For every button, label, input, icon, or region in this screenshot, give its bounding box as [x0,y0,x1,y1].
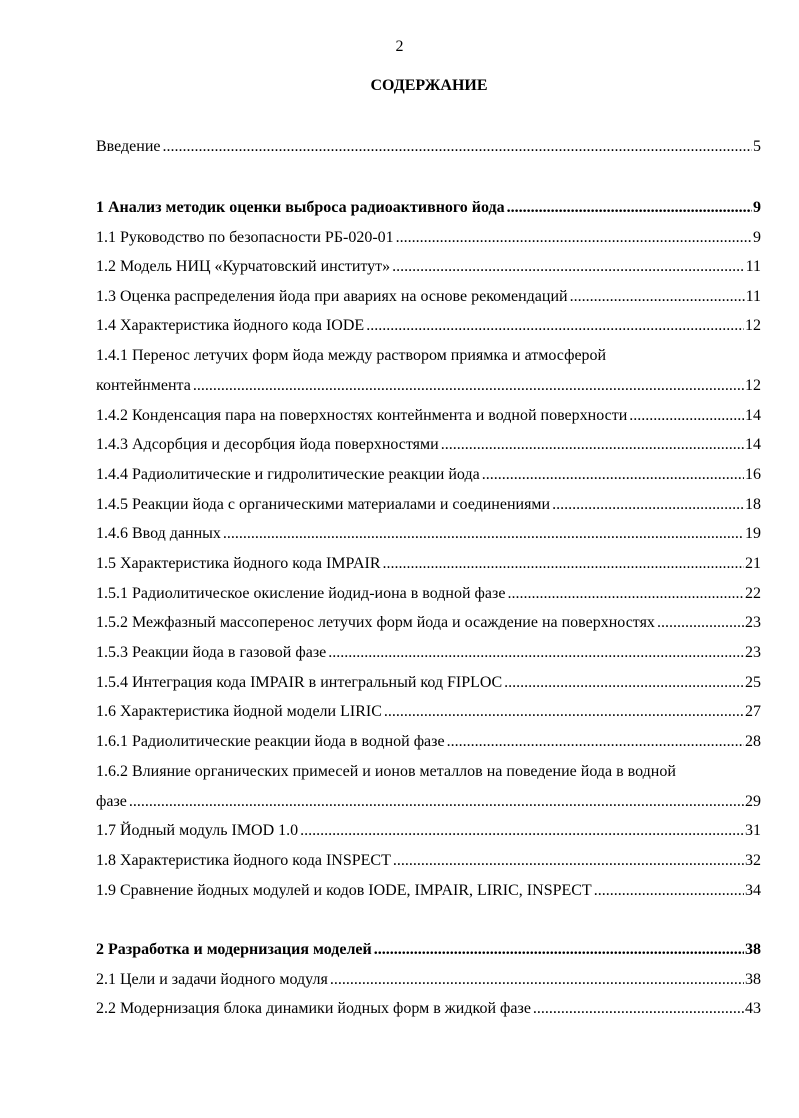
toc-entry-text: 1.4.6 Ввод данных [96,525,221,542]
toc-entry-text: 1.5.1 Радиолитическое окисление йодид-иона в водной фазе [96,585,506,602]
toc-entry-page: 5 [753,138,761,155]
toc-entry-page: 34 [745,882,761,899]
toc-entry-1-6[interactable] [96,702,761,722]
toc-entry-1-4-3[interactable] [96,435,761,455]
toc-entry-text: 1.3 Оценка распределения йода при авариях на основе рекомендаций [96,288,568,305]
toc-entry-text: 2 Разработка и модернизация моделей [96,941,372,958]
toc-entry-text: 1.5.2 Межфазный массоперенос летучих форм йода и осаждение на поверхностях [96,614,655,631]
toc-entry-1-3[interactable] [96,287,761,307]
toc-entry-text: 1 Анализ методик оценки выброса радиоактивного йода [96,199,505,216]
toc-entry-page: 38 [745,971,761,988]
toc-entry-text: 1.4 Характеристика йодного кода IODE [96,317,365,334]
toc-leader-dots [447,732,744,752]
toc-entry-page: 19 [745,525,761,542]
toc-entry-page: 27 [745,703,761,720]
toc-entry-1-5-1[interactable] [96,584,761,604]
toc-leader-dots [328,643,744,663]
toc-entry-text: 1.4.4 Радиолитические и гидролитические реакции йода [96,466,480,483]
toc-leader-dots [396,228,752,248]
toc-entry-1-4-2[interactable] [96,406,761,426]
toc-leader-dots [374,940,744,960]
toc-entry-text: 1.4.1 Перенос летучих форм йода между раствором приямка и атмосферой [96,347,607,364]
toc-entry-page: 29 [745,793,761,810]
toc-leader-dots [533,999,744,1019]
toc-entry-1-7[interactable] [96,821,761,841]
toc-entry-text-continued: контейнмента [96,377,191,394]
toc-entry-1-9[interactable] [96,881,761,901]
toc-leader-dots [392,257,744,277]
toc-entry-page: 21 [745,555,761,572]
toc-entry-text: 2.1 Цели и задачи йодного модуля [96,971,328,988]
toc-leader-dots [570,287,745,307]
toc-entry-text: 1.6.1 Радиолитические реакции йода в водной фазе [96,733,445,750]
toc-entry-text: 1.5.4 Интеграция кода IMPAIR в интегральный код FIPLOC [96,674,503,691]
toc-entry-text: 1.8 Характеристика йодного кода INSPECT [96,852,391,869]
toc-leader-dots [193,376,744,396]
toc-entry-text: 1.9 Сравнение йодных модулей и кодов IODE, IMPAIR, LIRIC, INSPECT [96,882,592,899]
toc-entry-2-2[interactable] [96,999,761,1019]
toc-entry-1-1[interactable] [96,228,761,248]
toc-entry-2-1[interactable] [96,970,761,990]
toc-leader-dots [383,554,744,574]
toc-leader-dots [384,702,744,722]
toc-entry-1-5-4[interactable] [96,673,761,693]
toc-entry-page: 12 [745,377,761,394]
toc-entry-1-4-1[interactable] [96,346,761,396]
toc-entry-1-6-1[interactable] [96,732,761,752]
toc-entry-page: 23 [745,614,761,631]
toc-leader-dots [507,584,744,604]
toc-entry-text: 1.5 Характеристика йодного кода IMPAIR [96,555,381,572]
toc-entry-text: 2.2 Модернизация блока динамики йодных форм в жидкой фазе [96,1000,531,1017]
toc-leader-dots [441,435,744,455]
toc-leader-dots [594,881,744,901]
toc-entry-page: 14 [745,407,761,424]
toc-entry-page: 9 [753,199,761,216]
toc-leader-dots [300,821,744,841]
toc-entry-section-2[interactable] [96,940,761,960]
toc-entry-page: 22 [745,585,761,602]
toc-entry-text: 1.2 Модель НИЦ «Курчатовский институт» [96,258,391,275]
toc-entry-section-1[interactable] [96,198,761,218]
toc-entry-text: 1.4.3 Адсорбция и десорбция йода поверхностями [96,436,439,453]
toc-entry-page: 12 [745,317,761,334]
toc-entry-page: 32 [745,852,761,869]
toc-entry-page: 14 [745,436,761,453]
toc-entry-page: 25 [745,674,761,691]
toc-leader-dots [504,673,744,693]
toc-leader-dots [552,495,744,515]
toc-entry-1-5[interactable] [96,554,761,574]
toc-entry-text: 1.1 Руководство по безопасности РБ-020-01 [96,229,394,246]
toc-leader-dots [129,792,744,812]
toc-leader-dots [629,406,744,426]
toc-leader-dots [366,316,744,336]
toc-entry-page: 43 [745,1000,761,1017]
toc-leader-dots [507,198,752,218]
toc-leader-dots [223,524,744,544]
toc-entry-text: 1.5.3 Реакции йода в газовой фазе [96,644,327,661]
toc-entry-page: 11 [745,288,761,305]
toc-entry-1-5-2[interactable] [96,613,761,633]
toc-entry-1-6-2[interactable] [96,762,761,812]
toc-leader-dots [657,613,744,633]
toc-entry-1-5-3[interactable] [96,643,761,663]
toc-entry-text: 1.6.2 Влияние органических примесей и ионов металлов на поведение йода в водной [96,763,676,780]
toc-entry-page: 11 [745,258,761,275]
toc-leader-dots [163,137,753,157]
toc-entry-text-continued: фазе [96,793,127,810]
toc-entry-page: 9 [753,229,761,246]
page-number: 2 [395,38,404,55]
toc-entry-page: 31 [745,822,761,839]
toc-entry-1-4-4[interactable] [96,465,761,485]
toc-entry-page: 28 [745,733,761,750]
toc-entry-1-4-5[interactable] [96,495,761,515]
toc-title: СОДЕРЖАНИЕ [370,77,488,94]
toc-entry-text: 1.7 Йодный модуль IMOD 1.0 [96,822,299,839]
toc-leader-dots [393,851,744,871]
toc-entry-page: 38 [745,941,761,958]
toc-entry-introduction[interactable] [96,137,761,157]
toc-leader-dots [482,465,744,485]
toc-entry-1-2[interactable] [96,257,761,277]
toc-entry-1-4-6[interactable] [96,524,761,544]
toc-entry-1-8[interactable] [96,851,761,871]
toc-entry-text: 1.4.5 Реакции йода с органическими материалами и соединениями [96,496,551,513]
toc-entry-page: 23 [745,644,761,661]
toc-leader-dots [330,970,744,990]
toc-entry-page: 16 [745,466,761,483]
toc-entry-text: 1.6 Характеристика йодной модели LIRIC [96,703,382,720]
toc-entry-text: Введение [96,138,161,155]
toc-entry-text: 1.4.2 Конденсация пара на поверхностях контейнмента и водной поверхности [96,407,628,424]
toc-entry-page: 18 [745,496,761,513]
toc-entry-1-4[interactable] [96,316,761,336]
